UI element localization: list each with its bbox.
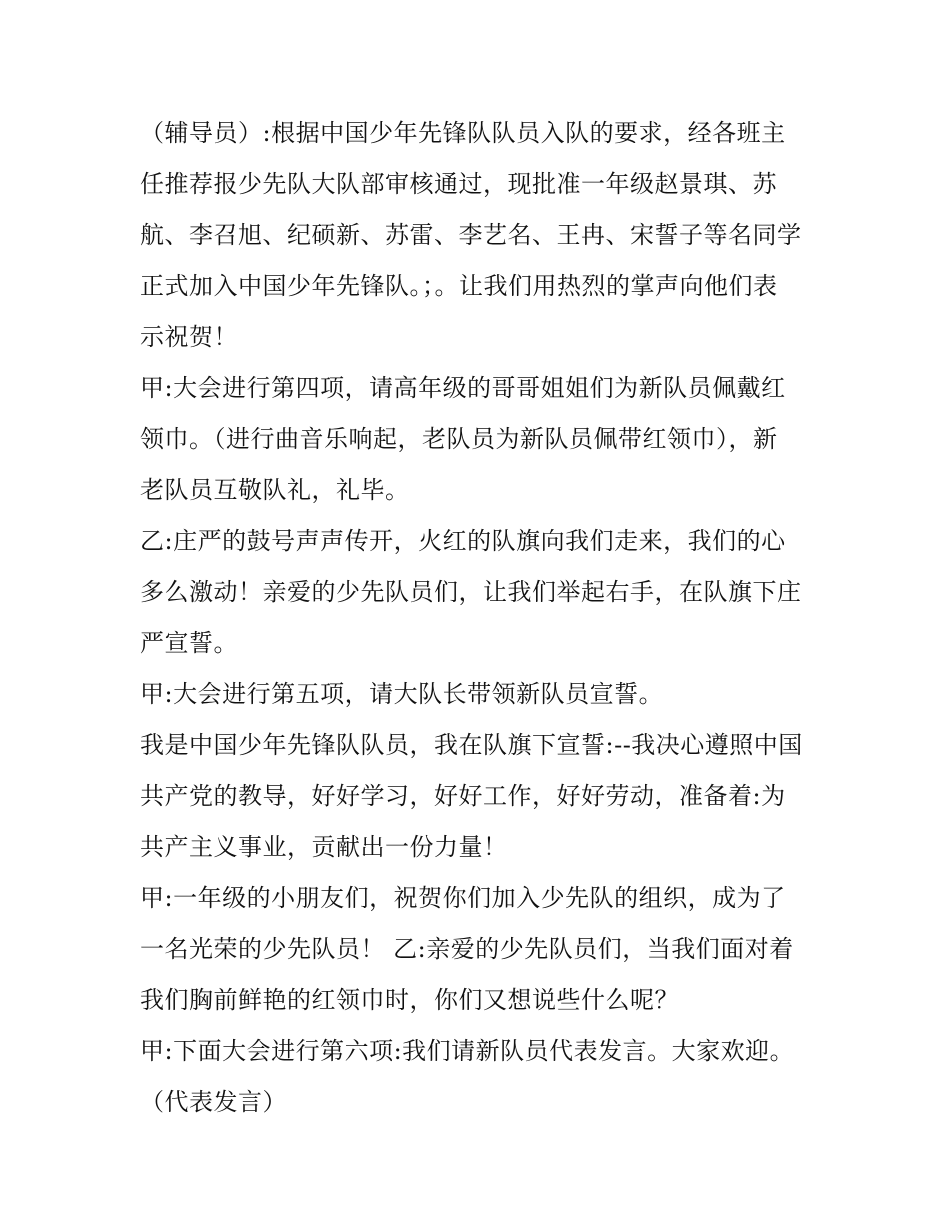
text-line: （代表发言） [140, 1088, 287, 1116]
text-line: 任推荐报少先队大队部审核通过，现批准一年级赵景琪、苏 [140, 170, 777, 198]
paragraph-item-four [140, 363, 820, 516]
text-line: 甲:大会进行第四项，请高年级的哥哥姐姐们为新队员佩戴红 [140, 374, 786, 402]
text-line: 我是中国少年先锋队队员，我在队旗下宣誓:--我决心遵照中国 [140, 731, 803, 759]
paragraph-item-five [140, 669, 820, 720]
text-line: 共产主义事业，贡献出一份力量！ [140, 833, 508, 861]
text-line: 一名光荣的少先队员！ 乙:亲爱的少先队员们，当我们面对着 [140, 935, 794, 963]
text-line: （辅导员）:根据中国少年先锋队队员入队的要求，经各班主 [140, 119, 786, 147]
text-line: 我们胸前鲜艳的红领巾时，你们又想说些什么呢？ [140, 986, 679, 1014]
text-line: 航、李召旭、纪硕新、苏雷、李艺名、王冉、宋誓子等名同学 [140, 221, 802, 249]
paragraph-drum-call [140, 516, 820, 669]
text-line: 示祝贺！ [140, 323, 238, 351]
text-line: 多么激动！亲爱的少先队员们，让我们举起右手，在队旗下庄 [140, 578, 802, 606]
text-line: 老队员互敬队礼，礼毕。 [140, 476, 410, 504]
text-line: 甲:一年级的小朋友们，祝贺你们加入少先队的组织，成为了 [140, 884, 786, 912]
text-line: 甲:大会进行第五项，请大队长带领新队员宣誓。 [140, 680, 664, 708]
text-line: 正式加入中国少年先锋队。；。让我们用热烈的掌声向他们表 [140, 272, 778, 300]
text-line: 严宣誓。 [140, 629, 238, 657]
text-line: 甲:下面大会进行第六项:我们请新队员代表发言。大家欢迎。 [140, 1037, 795, 1065]
paragraph-congratulations [140, 873, 820, 1026]
paragraph-oath [140, 720, 820, 873]
text-line: 乙:庄严的鼓号声声传开，火红的队旗向我们走来，我们的心 [140, 527, 786, 555]
text-line: 共产党的教导，好好学习，好好工作，好好劳动，准备着:为 [140, 782, 786, 810]
paragraph-item-six [140, 1026, 820, 1077]
paragraph-representative-speech [140, 1077, 820, 1128]
document-page [140, 108, 820, 1128]
paragraph-counselor-announcement [140, 108, 820, 363]
text-line: 领巾。（进行曲音乐响起，老队员为新队员佩带红领巾），新 [140, 425, 778, 453]
